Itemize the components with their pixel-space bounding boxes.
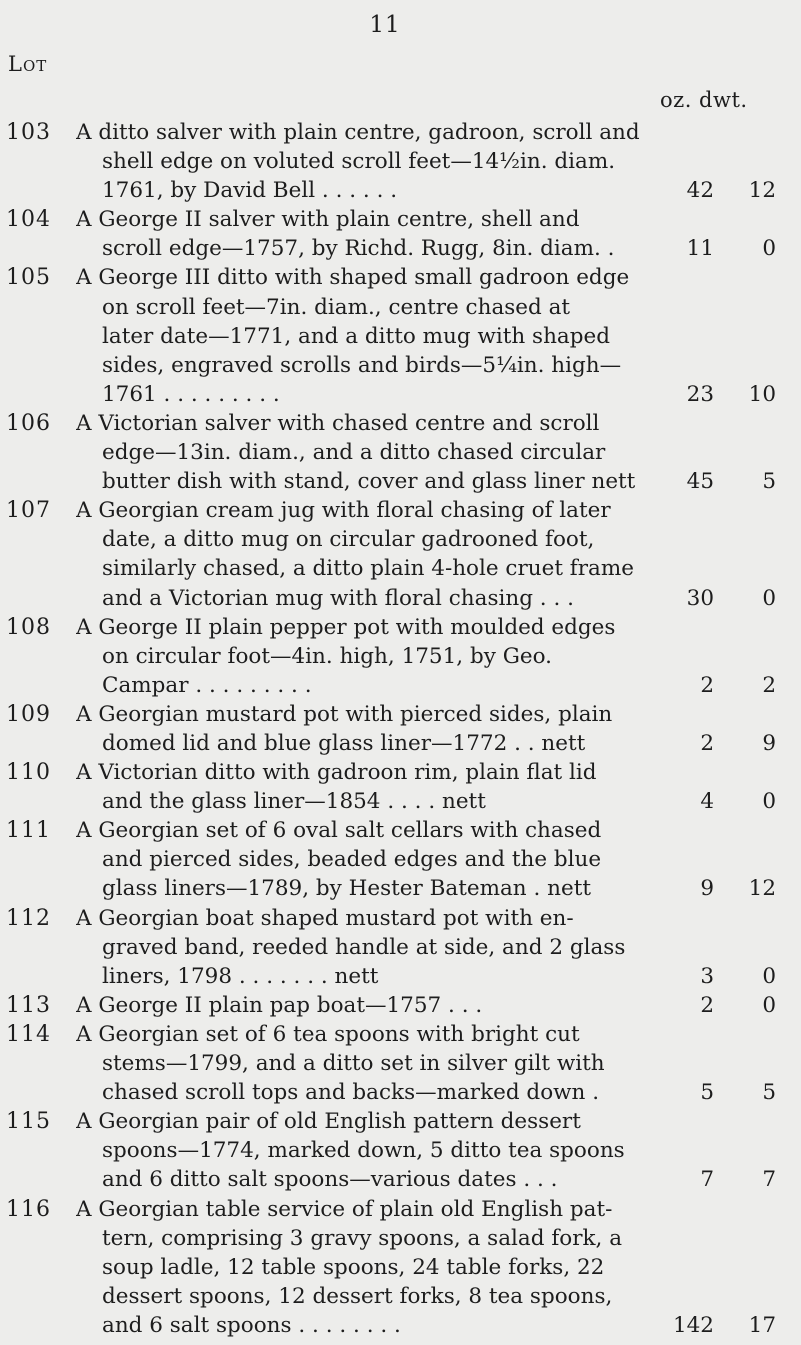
weight-pennyweights: 5 — [762, 469, 776, 495]
description-line: A Georgian table service of plain old English pat- — [76, 1196, 613, 1222]
description-line: liners, 1798 . . . . . . . nett — [102, 963, 379, 989]
weight-pennyweights: 0 — [762, 963, 776, 989]
description-line: and 6 ditto salt spoons—various dates . . . — [102, 1167, 558, 1193]
description-line: soup ladle, 12 table spoons, 24 table forks, 22 — [102, 1254, 605, 1280]
weight-ounces: 3 — [700, 963, 714, 989]
weight-pennyweights: 7 — [762, 1167, 776, 1193]
description-line: A ditto salver with plain centre, gadroon, scroll and — [76, 120, 640, 145]
lot-number: 104 — [6, 207, 51, 233]
weight-pennyweights: 5 — [762, 1080, 776, 1106]
lot-number: 103 — [6, 120, 51, 145]
weight-pennyweights: 0 — [762, 992, 776, 1018]
description-line: 1761 . . . . . . . . . — [102, 381, 280, 407]
description-line: tern, comprising 3 gravy spoons, a salad fork, a — [102, 1225, 623, 1251]
weight-ounces: 11 — [686, 236, 714, 262]
description-line: and pierced sides, beaded edges and the blue — [102, 847, 602, 873]
page-number: 11 — [369, 12, 401, 38]
description-line: A Georgian set of 6 oval salt cellars with chased — [76, 818, 602, 844]
weight-ounces: 2 — [700, 730, 714, 756]
weight-pennyweights: 9 — [762, 730, 776, 756]
description-line: chased scroll tops and backs—marked down . — [102, 1080, 600, 1106]
description-line: A Georgian pair of old English pattern dessert — [76, 1109, 581, 1135]
weight-pennyweights: 12 — [748, 178, 776, 204]
lot-description — [76, 263, 656, 408]
description-line: and a Victorian mug with floral chasing . . . — [102, 585, 574, 611]
weight-ounces: 42 — [686, 178, 714, 204]
description-line: shell edge on voluted scroll feet—14½in. diam. — [102, 149, 616, 175]
description-line: A George III ditto with shaped small gadroon edge — [76, 265, 630, 291]
description-line: graved band, reeded handle at side, and 2 glass — [102, 934, 626, 960]
lot-number: 113 — [6, 992, 51, 1018]
lot-number: 116 — [6, 1196, 51, 1222]
description-line: stems—1799, and a ditto set in silver gilt with — [102, 1051, 605, 1077]
lot-column-header: Lot — [8, 52, 48, 76]
weight-ounces: 9 — [700, 876, 714, 902]
lot-number: 105 — [6, 265, 51, 291]
description-line: 1761, by David Bell . . . . . . — [102, 178, 398, 204]
weight-pennyweights: 2 — [762, 672, 776, 698]
description-line: spoons—1774, marked down, 5 ditto tea spoons — [102, 1138, 625, 1164]
description-line: and the glass liner—1854 . . . . nett — [102, 789, 486, 815]
weight-ounces: 7 — [700, 1167, 714, 1193]
weight-ounces: 23 — [686, 381, 714, 407]
lot-number: 106 — [6, 410, 51, 436]
description-line: A Victorian ditto with gadroon rim, plain flat lid — [76, 760, 597, 786]
description-line: on scroll feet—7in. diam., centre chased at — [102, 294, 571, 320]
lot-number: 109 — [6, 701, 51, 727]
weight-ounces: 2 — [700, 992, 714, 1018]
description-line: glass liners—1789, by Hester Bateman . nett — [102, 876, 591, 902]
weight-pennyweights: 0 — [762, 585, 776, 611]
description-line: A Victorian salver with chased centre and scroll — [76, 410, 600, 436]
weight-ounces: 4 — [700, 789, 714, 815]
description-line: similarly chased, a ditto plain 4-hole cruet frame — [102, 556, 634, 582]
description-line: date, a ditto mug on circular gadrooned foot, — [102, 527, 595, 553]
lot-description — [76, 700, 656, 758]
weight-pennyweights: 0 — [762, 236, 776, 262]
lot-description — [76, 904, 656, 991]
weight-pennyweights: 10 — [748, 381, 776, 407]
weight-pennyweights: 17 — [748, 1312, 776, 1338]
weight-ounces: 45 — [686, 469, 714, 495]
description-line: A George II salver with plain centre, shell and — [76, 207, 580, 233]
lot-description — [76, 816, 656, 903]
lot-number: 107 — [6, 498, 51, 524]
description-line: A Georgian cream jug with floral chasing of later — [76, 498, 611, 524]
description-line: dessert spoons, 12 dessert forks, 8 tea spoons, — [102, 1283, 613, 1309]
lot-number: 112 — [6, 905, 51, 931]
lot-description — [76, 613, 656, 700]
description-line: A Georgian mustard pot with pierced sides, plain — [76, 701, 613, 727]
lot-number: 110 — [6, 760, 51, 786]
description-line: scroll edge—1757, by Richd. Rugg, 8in. diam. . — [102, 236, 615, 262]
description-line: Campar . . . . . . . . . — [102, 672, 312, 698]
description-line: sides, engraved scrolls and birds—5¼in. high— — [102, 352, 622, 378]
description-line: A Georgian boat shaped mustard pot with en- — [76, 905, 574, 931]
weight-pennyweights: 12 — [748, 876, 776, 902]
weight-column-header: oz. dwt. — [660, 88, 748, 112]
lot-description — [76, 1020, 656, 1107]
description-line: domed lid and blue glass liner—1772 . . nett — [102, 730, 586, 756]
weight-ounces: 30 — [686, 585, 714, 611]
lot-description — [76, 409, 656, 496]
weight-ounces: 5 — [700, 1080, 714, 1106]
lot-description — [76, 496, 656, 612]
description-line: butter dish with stand, cover and glass liner nett — [102, 469, 636, 495]
lot-description — [76, 991, 656, 1020]
weight-ounces: 2 — [700, 672, 714, 698]
lot-number: 108 — [6, 614, 51, 640]
lot-description — [76, 758, 656, 816]
description-line: A George II plain pepper pot with moulded edges — [76, 614, 616, 640]
description-line: A George II plain pap boat—1757 . . . — [76, 992, 483, 1018]
description-line: A Georgian set of 6 tea spoons with bright cut — [76, 1021, 580, 1047]
description-line: later date—1771, and a ditto mug with shaped — [102, 323, 610, 349]
lot-number: 114 — [6, 1021, 51, 1047]
lot-number: 115 — [6, 1109, 51, 1135]
lot-description — [76, 205, 656, 263]
lot-description — [76, 118, 656, 205]
weight-pennyweights: 0 — [762, 789, 776, 815]
lot-number: 111 — [6, 818, 51, 844]
description-line: edge—13in. diam., and a ditto chased circular — [102, 440, 606, 466]
weight-ounces: 142 — [672, 1312, 714, 1338]
description-line: and 6 salt spoons . . . . . . . . — [102, 1312, 401, 1338]
lot-description — [76, 1107, 656, 1194]
description-line: on circular foot—4in. high, 1751, by Geo. — [102, 643, 552, 669]
lot-description — [76, 1195, 656, 1340]
